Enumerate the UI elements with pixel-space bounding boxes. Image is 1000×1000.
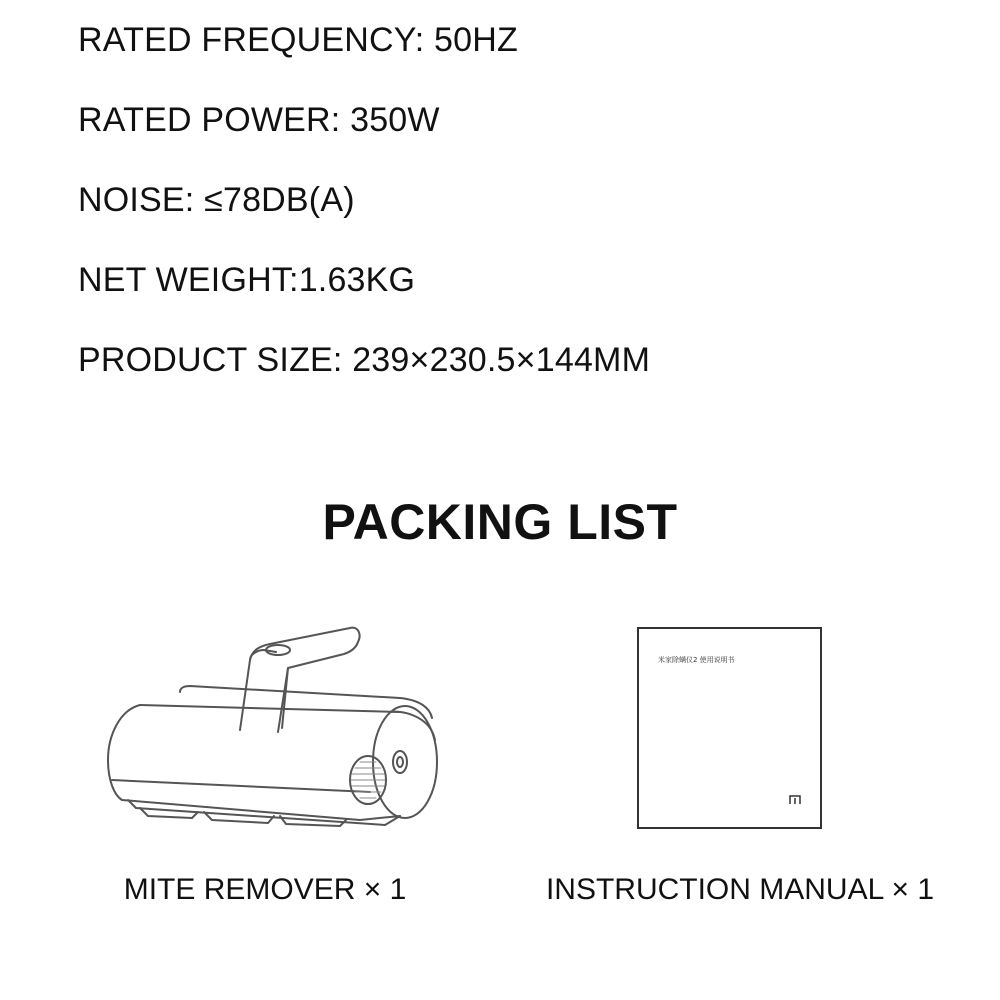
spec-net-weight: NET WEIGHT:1.63KG <box>78 261 416 299</box>
packing-list-title: PACKING LIST <box>322 494 678 550</box>
spec-rated-frequency: RATED FREQUENCY: 50HZ <box>78 21 518 59</box>
spec-rated-power: RATED POWER: 350W <box>78 101 440 139</box>
caption-instruction-manual: INSTRUCTION MANUAL × 1 <box>545 873 935 906</box>
caption-mite-remover: MITE REMOVER × 1 <box>123 873 407 906</box>
manual-cover-text: 米家除螨仪2 使用说明书 <box>658 656 735 664</box>
mite-remover-illustration <box>100 620 450 835</box>
spec-product-size: PRODUCT SIZE: 239×230.5×144MM <box>78 341 651 379</box>
instruction-manual-illustration <box>630 622 830 837</box>
spec-noise: NOISE: ≤78DB(A) <box>78 181 355 219</box>
